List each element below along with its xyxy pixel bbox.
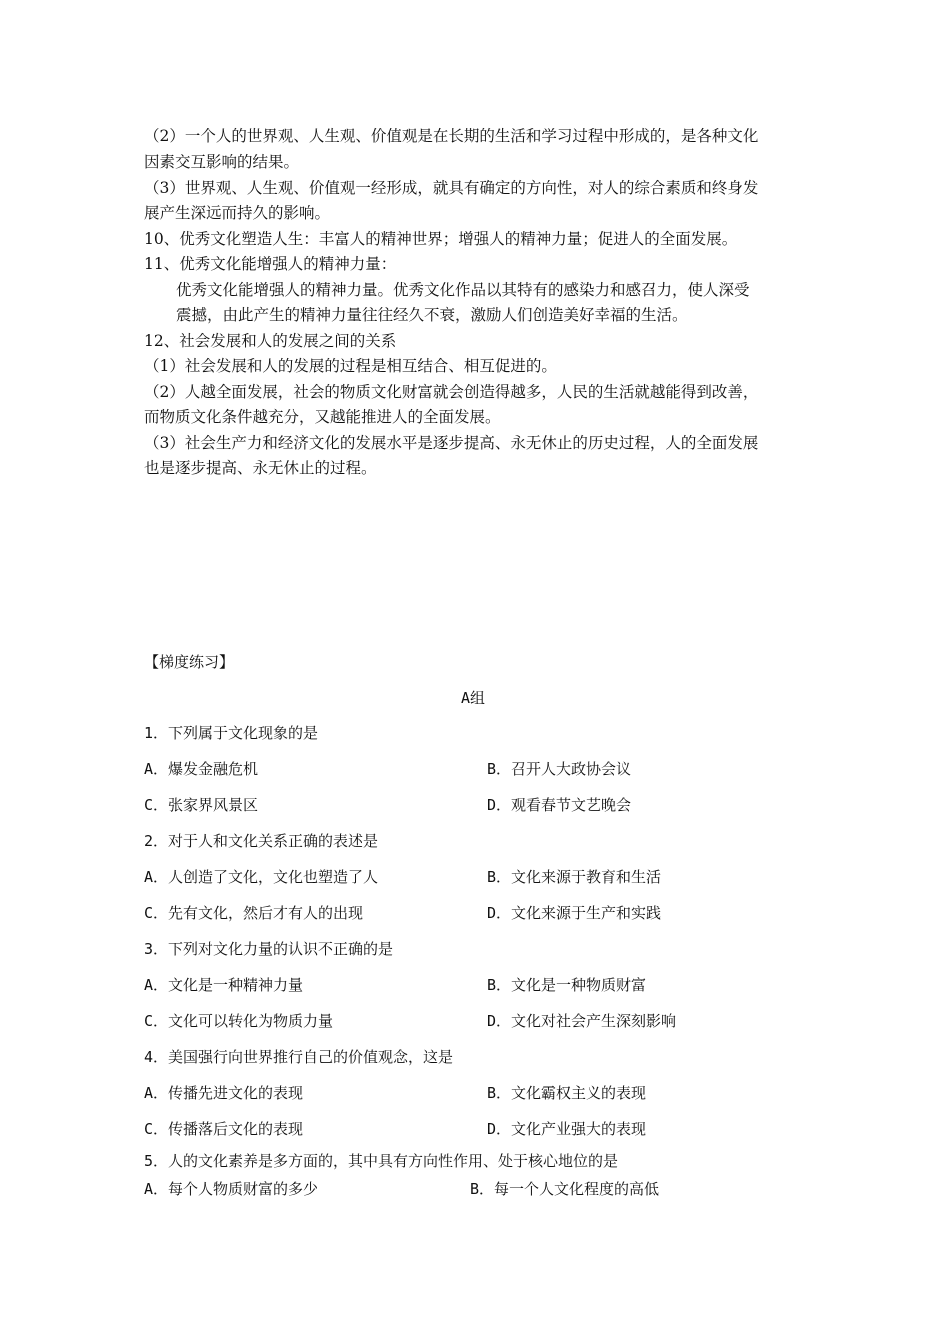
- question-1-option-d: D．观看春节文艺晚会: [487, 796, 632, 814]
- point-11-line-1: 优秀文化能增强人的精神力量。优秀文化作品以其特有的感染力和感召力，使人深受: [176, 281, 750, 299]
- question-3-option-d: D．文化对社会产生深刻影响: [487, 1012, 677, 1030]
- point-12-2-line-1: （2）人越全面发展，社会的物质文化财富就会创造得越多，人民的生活就越能得到改善，: [144, 383, 759, 401]
- question-1-option-a: A．爆发金融危机: [144, 760, 259, 778]
- question-2-option-d: D．文化来源于生产和实践: [487, 904, 662, 922]
- question-1-option-b: B．召开人大政协会议: [487, 760, 632, 778]
- question-5-stem: 5．人的文化素养是多方面的，其中具有方向性作用、处于核心地位的是: [144, 1152, 619, 1170]
- question-2-option-a: A．人创造了文化，文化也塑造了人: [144, 868, 379, 886]
- question-5-option-a: A．每个人物质财富的多少: [144, 1180, 319, 1198]
- point-12-3-line-1: （3）社会生产力和经济文化的发展水平是逐步提高、永无休止的历史过程，人的全面发展: [144, 434, 759, 452]
- point-2-line-2: 因素交互影响的结果。: [144, 153, 300, 171]
- question-4-option-b: B．文化霸权主义的表现: [487, 1084, 647, 1102]
- practice-heading: 【梯度练习】: [144, 653, 235, 671]
- question-2-option-b: B．文化来源于教育和生活: [487, 868, 662, 886]
- point-12-1: （1）社会发展和人的发展的过程是相互结合、相互促进的。: [144, 357, 557, 375]
- point-3-line-1: （3）世界观、人生观、价值观一经形成，就具有确定的方向性，对人的综合素质和终身发: [144, 179, 759, 197]
- question-4-stem: 4．美国强行向世界推行自己的价值观念，这是: [144, 1048, 454, 1066]
- question-4-option-d: D．文化产业强大的表现: [487, 1120, 647, 1138]
- question-4-option-a: A．传播先进文化的表现: [144, 1084, 304, 1102]
- question-3-option-a: A．文化是一种精神力量: [144, 976, 304, 994]
- question-4-option-c: C．传播落后文化的表现: [144, 1120, 304, 1138]
- question-5-option-b: B．每一个人文化程度的高低: [470, 1180, 660, 1198]
- question-2-stem: 2．对于人和文化关系正确的表述是: [144, 832, 379, 850]
- question-1-option-c: C．张家界风景区: [144, 796, 259, 814]
- group-title: A组: [461, 689, 486, 707]
- point-3-line-2: 展产生深远而持久的影响。: [144, 204, 331, 222]
- point-11-title: 11、优秀文化能增强人的精神力量：: [144, 255, 397, 273]
- point-12-3-line-2: 也是逐步提高、永无休止的过程。: [144, 459, 377, 477]
- question-3-option-b: B．文化是一种物质财富: [487, 976, 647, 994]
- point-12-2-line-2: 而物质文化条件越充分，又越能推进人的全面发展。: [144, 408, 501, 426]
- point-2-line-1: （2）一个人的世界观、人生观、价值观是在长期的生活和学习过程中形成的，是各种文化: [144, 127, 759, 145]
- point-11-line-2: 震撼，由此产生的精神力量往往经久不衰，激励人们创造美好幸福的生活。: [176, 306, 688, 324]
- point-10: 10、优秀文化塑造人生：丰富人的精神世界；增强人的精神力量；促进人的全面发展。: [144, 230, 738, 248]
- question-3-option-c: C．文化可以转化为物质力量: [144, 1012, 334, 1030]
- question-2-option-c: C．先有文化，然后才有人的出现: [144, 904, 364, 922]
- point-12-title: 12、社会发展和人的发展之间的关系: [144, 332, 397, 350]
- question-1-stem: 1．下列属于文化现象的是: [144, 724, 319, 742]
- question-3-stem: 3．下列对文化力量的认识不正确的是: [144, 940, 394, 958]
